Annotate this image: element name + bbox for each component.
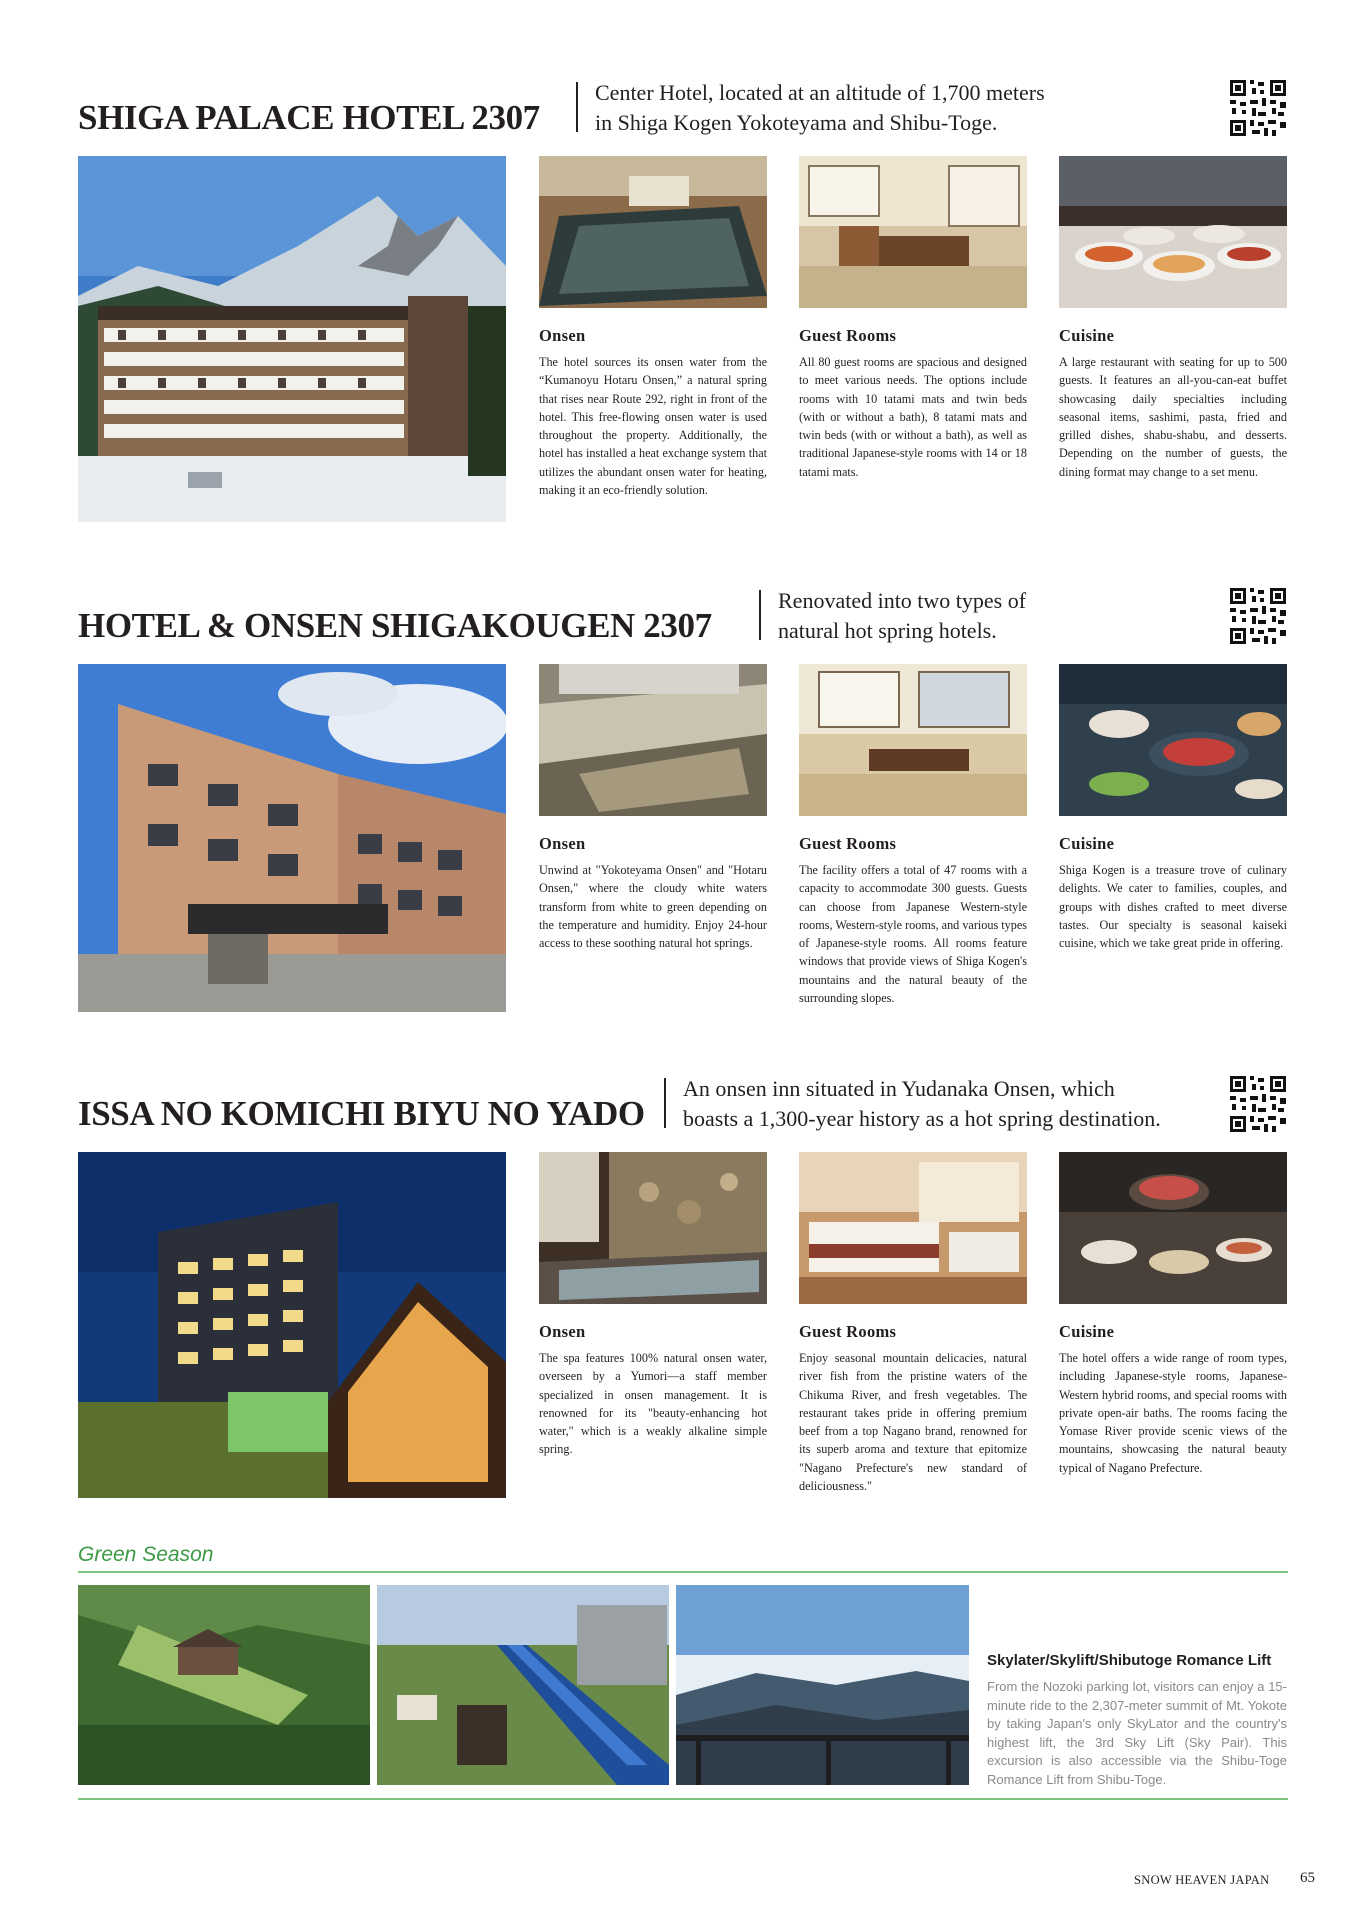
feature-text-onsen: The hotel sources its onsen water from the “Kumanoyu Hotaru Onsen,” a natural spring that rises near Route 292, right in front of the hotel. This free-flowing onsen water is used throughout the property. Additionally, the hotel has installed a heat exchange system that utilizes the abundant onsen water for heating, making it an eco-friendly solution. <box>539 355 767 498</box>
subtitle-line: Renovated into two types of <box>778 588 1027 613</box>
title-divider <box>759 590 761 640</box>
subtitle-line: natural hot spring hotels. <box>778 618 997 643</box>
hotel-exterior-photo <box>78 156 506 522</box>
subtitle-line: An onsen inn situated in Yudanaka Onsen, which <box>683 1076 1115 1101</box>
feature-text-onsen: Unwind at "Yokoteyama Onsen" and "Hotaru Onsen," where the cloudy white waters transform from white to green depending on the temperature and humidity. Enjoy 24-hour access to these soothing natural hot springs. <box>539 863 767 951</box>
subtitle-line: Center Hotel, located at an altitude of 1,700 meters <box>595 80 1045 105</box>
feature-title-cuisine: Cuisine <box>1059 326 1115 345</box>
hotel-title: SHIGA PALACE HOTEL 2307 <box>78 98 540 137</box>
hotel-exterior-photo <box>78 664 506 1012</box>
title-divider <box>576 82 578 132</box>
qr-code-icon[interactable] <box>1228 78 1288 138</box>
green-season-text: From the Nozoki parking lot, visitors can enjoy a 15-minute ride to the 2,307-meter summit of Mt. Yokote by taking Japan's only SkyLator and the country's highest lift, the 3rd Sky Lift (Sky Pair). This excursion is also accessible via the Shibu-Toge Romance Lift from Shibu-Toge. <box>987 1679 1287 1787</box>
subtitle-line: boasts a 1,300-year history as a hot spring destination. <box>683 1106 1161 1131</box>
green-divider-top <box>78 1571 1288 1573</box>
feature-text-guest-rooms: All 80 guest rooms are spacious and designed to meet various needs. The options include rooms with 10 tatami mats and twin beds (with or without a bath), 8 tatami mats and twin beds (with or without a bath), as well as traditional Japanese-style rooms with 14 or 18 tatami mats. <box>799 355 1027 479</box>
cuisine-photo <box>1059 156 1287 308</box>
feature-text-onsen: The spa features 100% natural onsen water, overseen by a Yumori—a staff member specialized in onsen management. It is renowned for its "beauty-enhancing hot water," which is a weakly alkaline simple spring. <box>539 1351 767 1457</box>
green-divider-bottom <box>78 1798 1288 1800</box>
qr-code-icon[interactable] <box>1228 1074 1288 1134</box>
hotel-subtitle <box>595 78 1045 138</box>
feature-text-guest-rooms: The facility offers a total of 47 rooms with a capacity to accommodate 300 guests. Guests can choose from Japanese Western-style rooms, Western-style rooms, and various types of Japanese-style rooms. All rooms feature windows that provide views of Shiga Kogen's mountains and the natural beauty of the surrounding slopes. <box>799 863 1027 1006</box>
hotel-exterior-photo <box>78 1152 506 1498</box>
green-season-photo-summit-view <box>676 1585 969 1785</box>
feature-title-guest-rooms: Guest Rooms <box>799 326 897 345</box>
hotel-header <box>78 1066 1288 1146</box>
cuisine-photo <box>1059 1152 1287 1304</box>
guest-room-photo <box>799 664 1027 816</box>
guest-room-photo <box>799 1152 1027 1304</box>
onsen-photo <box>539 1152 767 1304</box>
page-number: 65 <box>1300 1870 1315 1886</box>
qr-code-icon[interactable] <box>1228 586 1288 646</box>
hotel-header <box>78 70 1288 150</box>
feature-title-onsen: Onsen <box>539 326 586 345</box>
feature-text-cuisine: Shiga Kogen is a treasure trove of culinary delights. We cater to families, couples, and groups with dishes crafted to meet diverse tastes. Our specialty is seasonal kaiseki cuisine, which we take great pride in offering. <box>1059 863 1287 951</box>
onsen-photo <box>539 156 767 308</box>
hotel-subtitle <box>778 586 1026 646</box>
feature-title-guest-rooms: Guest Rooms <box>799 1322 897 1341</box>
footer-brand: SNOW HEAVEN JAPAN <box>1134 1873 1270 1887</box>
subtitle-line: in Shiga Kogen Yokoteyama and Shibu-Toge. <box>595 110 998 135</box>
feature-text-cuisine: The hotel offers a wide range of room types, including Japanese-style rooms, Japanese-Western hybrid rooms, and special rooms with private open-air baths. The rooms facing the Yomase River provide scenic views of the mountains, showcasing the natural beauty typical of Nagano Prefecture. <box>1059 1351 1287 1475</box>
hotel-subtitle <box>683 1074 1161 1134</box>
green-season-photo-lodge <box>78 1585 370 1785</box>
green-season-label: Green Season <box>78 1543 214 1566</box>
feature-title-cuisine: Cuisine <box>1059 1322 1115 1341</box>
cuisine-photo <box>1059 664 1287 816</box>
feature-text-cuisine: A large restaurant with seating for up to 500 guests. It features an all-you-can-eat buffet showcasing daily specialties including seasonal items, sashimi, pasta, fried and grilled dishes, shabu-shabu, and desserts. Depending on the number of guests, the dining format may change to a set menu. <box>1059 355 1287 479</box>
hotel-title: HOTEL & ONSEN SHIGAKOUGEN 2307 <box>78 606 712 645</box>
feature-title-onsen: Onsen <box>539 834 586 853</box>
onsen-photo <box>539 664 767 816</box>
feature-title-cuisine: Cuisine <box>1059 834 1115 853</box>
title-divider <box>664 1078 666 1128</box>
feature-title-onsen: Onsen <box>539 1322 586 1341</box>
hotel-title: ISSA NO KOMICHI BIYU NO YADO <box>78 1094 645 1133</box>
guest-room-photo <box>799 156 1027 308</box>
feature-text-guest-rooms: Enjoy seasonal mountain delicacies, natural river fish from the pristine waters of the Chikuma River, and fresh vegetables. The restaurant takes pride in offering premium beef from a top Nagano brand, renowned for its superb aroma and texture that epitomize "Nagano Prefecture's new standard of deliciousness." <box>799 1351 1027 1494</box>
green-season-photo-skylator <box>377 1585 669 1785</box>
green-season-heading: Skylater/Skylift/Shibutoge Romance Lift <box>987 1652 1272 1669</box>
feature-title-guest-rooms: Guest Rooms <box>799 834 897 853</box>
hotel-header <box>78 578 1288 658</box>
